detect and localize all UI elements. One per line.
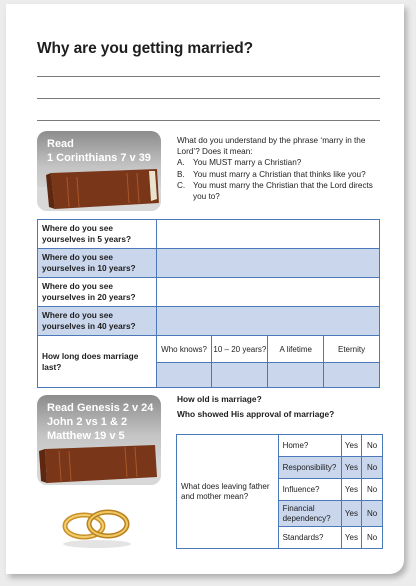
answer-20-years[interactable] — [156, 278, 379, 307]
checkbox-eternity[interactable] — [324, 363, 380, 388]
answer-40-years[interactable] — [156, 307, 379, 336]
option-eternity: Eternity — [324, 336, 380, 363]
leaving-question: What does leaving father and mother mean? — [177, 435, 279, 549]
influence-yes[interactable]: Yes — [341, 479, 362, 501]
read-reference-john: John 2 vs 1 & 2 — [47, 416, 128, 428]
read-reference-matthew: Matthew 19 v 5 — [47, 430, 125, 442]
standards-no[interactable]: No — [362, 527, 383, 549]
answer-line-1[interactable] — [37, 76, 380, 77]
influence-no[interactable]: No — [362, 479, 383, 501]
read-card-genesis — [37, 395, 161, 485]
answer-line-3[interactable] — [37, 120, 380, 121]
standards-yes[interactable]: Yes — [341, 527, 362, 549]
option-who-knows: Who knows? — [156, 336, 212, 363]
responsibility-no[interactable]: No — [362, 457, 383, 479]
marriage-length-question: How long does marriage last? — [38, 336, 157, 388]
financial-no[interactable]: No — [362, 501, 383, 527]
read-label: Read — [47, 138, 74, 150]
option-b: B. You must marry a Christian that thinks like you? — [177, 169, 366, 179]
question-10-years: Where do you see yourselves in 10 years? — [38, 249, 157, 278]
leaving-table — [176, 434, 383, 549]
answer-10-years[interactable] — [156, 249, 379, 278]
checkbox-lifetime[interactable] — [268, 363, 324, 388]
how-old-question: How old is marriage? — [177, 394, 262, 404]
page-title: Why are you getting married? — [37, 40, 253, 57]
read-reference-genesis: Read Genesis 2 v 24 — [47, 402, 154, 414]
marriage-age-questions — [177, 394, 382, 423]
financial-yes[interactable]: Yes — [341, 501, 362, 527]
worksheet-page — [6, 4, 404, 574]
item-standards: Standards? — [278, 527, 341, 549]
home-no[interactable]: No — [362, 435, 383, 457]
question-5-years: Where do you see yourselves in 5 years? — [38, 220, 157, 249]
approval-question: Who showed His approval of marriage? — [177, 408, 335, 419]
marry-in-lord-question — [177, 135, 382, 202]
option-c: C. You must marry the Christian that the Lord directs you to? — [177, 180, 373, 202]
responsibility-yes[interactable]: Yes — [341, 457, 362, 479]
item-responsibility: Responsibility? — [278, 457, 341, 479]
answer-line-2[interactable] — [37, 98, 380, 99]
question-40-years: Where do you see yourselves in 40 years? — [38, 307, 157, 336]
option-a: A. You MUST marry a Christian? — [177, 158, 302, 168]
item-home: Home? — [278, 435, 341, 457]
question-20-years: Where do you see yourselves in 20 years? — [38, 278, 157, 307]
item-influence: Influence? — [278, 479, 341, 501]
home-yes[interactable]: Yes — [341, 435, 362, 457]
option-lifetime: A lifetime — [268, 336, 324, 363]
wedding-rings-icon — [58, 500, 136, 548]
bible-book-icon — [37, 165, 161, 211]
item-financial-dependency: Financial dependency? — [278, 501, 341, 527]
checkbox-10-20-years[interactable] — [212, 363, 268, 388]
read-reference: 1 Corinthians 7 v 39 — [47, 152, 151, 164]
checkbox-who-knows[interactable] — [156, 363, 212, 388]
option-10-20-years: 10 – 20 years? — [212, 336, 268, 363]
bible-book-icon — [37, 441, 161, 485]
answer-5-years[interactable] — [156, 220, 379, 249]
future-table — [37, 219, 380, 388]
read-card-corinthians — [37, 131, 161, 211]
question-intro: What do you understand by the phrase ‘marry in the Lord’? Does it mean: — [177, 136, 366, 157]
